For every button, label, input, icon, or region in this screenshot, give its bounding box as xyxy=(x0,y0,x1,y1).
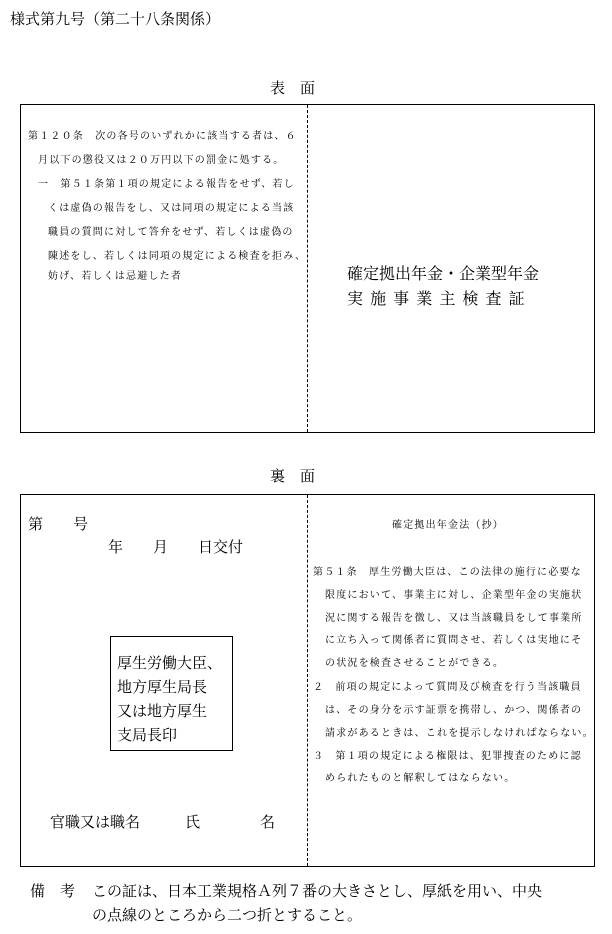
penalty-line: くは虚偽の報告をし、又は同項の規定による当該 xyxy=(48,203,295,214)
card-number: 第 号 xyxy=(28,515,89,533)
seal-line: 又は地方厚生 xyxy=(117,702,208,720)
front-heading: 表 面 xyxy=(270,79,316,97)
penalty-line: 職員の質問に対して答弁をせず、若しくは虚偽の xyxy=(48,227,294,238)
form-title: 様式第九号（第二十八条関係） xyxy=(10,10,221,28)
penalty-line: 一 第５１条第１項の規定による報告をせず、若し xyxy=(38,179,295,190)
note-line: の点線のところから二つ折とすること。 xyxy=(92,906,363,924)
law-line: められたものと解釈してはならない。 xyxy=(325,773,516,784)
card-title-2: 実 施 事 業 主 検 査 証 xyxy=(347,289,526,308)
note-label: 備 考 xyxy=(30,882,76,900)
issue-date: 年 月 日交付 xyxy=(108,538,244,556)
penalty-line: 陳述をし、若しくは同項の規定による検査を拒み、 xyxy=(48,251,307,262)
law-line: 第５１条 厚生労働大臣は、この法律の施行に必要な xyxy=(313,567,582,578)
law-line: は、その身分を示す証票を携帯し、かつ、関係者の xyxy=(325,705,583,716)
signature-line: 官職又は職名 氏 名 xyxy=(50,813,276,831)
law-line: ２ 前項の規定によって質問及び検査を行う当該職員 xyxy=(313,682,582,693)
law-title: 確定拠出年金法（抄） xyxy=(392,520,504,531)
law-line: ３ 第１項の規定による権限は、犯罪捜査のために認 xyxy=(313,751,582,762)
penalty-line: 妨げ、若しくは忌避した者 xyxy=(48,271,182,282)
back-heading: 裏 面 xyxy=(270,467,316,485)
fold-line-front xyxy=(307,105,308,432)
law-line: 況に関する報告を徴し、又は当該職員をして事業所 xyxy=(325,613,583,624)
card-title-1: 確定拠出年金・企業型年金 xyxy=(347,264,540,283)
penalty-line: 月以下の懲役又は２０万円以下の罰金に処する。 xyxy=(38,155,285,166)
fold-line-back xyxy=(307,495,308,866)
law-line: 請求があるときは、これを提示しなければならない。 xyxy=(325,728,594,739)
law-line: 限度において、事業主に対し、企業型年金の実施状 xyxy=(325,590,583,601)
law-line: の状況を検査させることができる。 xyxy=(325,658,505,669)
note-line: この証は、日本工業規格Ａ列７番の大きさとし、厚紙を用い、中央 xyxy=(92,882,543,900)
seal-line: 厚生労働大臣、 xyxy=(117,654,223,672)
penalty-line: 第１２０条 次の各号のいずれかに該当する者は、６ xyxy=(28,131,297,142)
seal-line: 地方厚生局長 xyxy=(117,678,208,696)
law-line: に立ち入って関係者に質問させ、若しくは実地にそ xyxy=(325,635,583,646)
seal-line: 支局長印 xyxy=(117,726,178,744)
